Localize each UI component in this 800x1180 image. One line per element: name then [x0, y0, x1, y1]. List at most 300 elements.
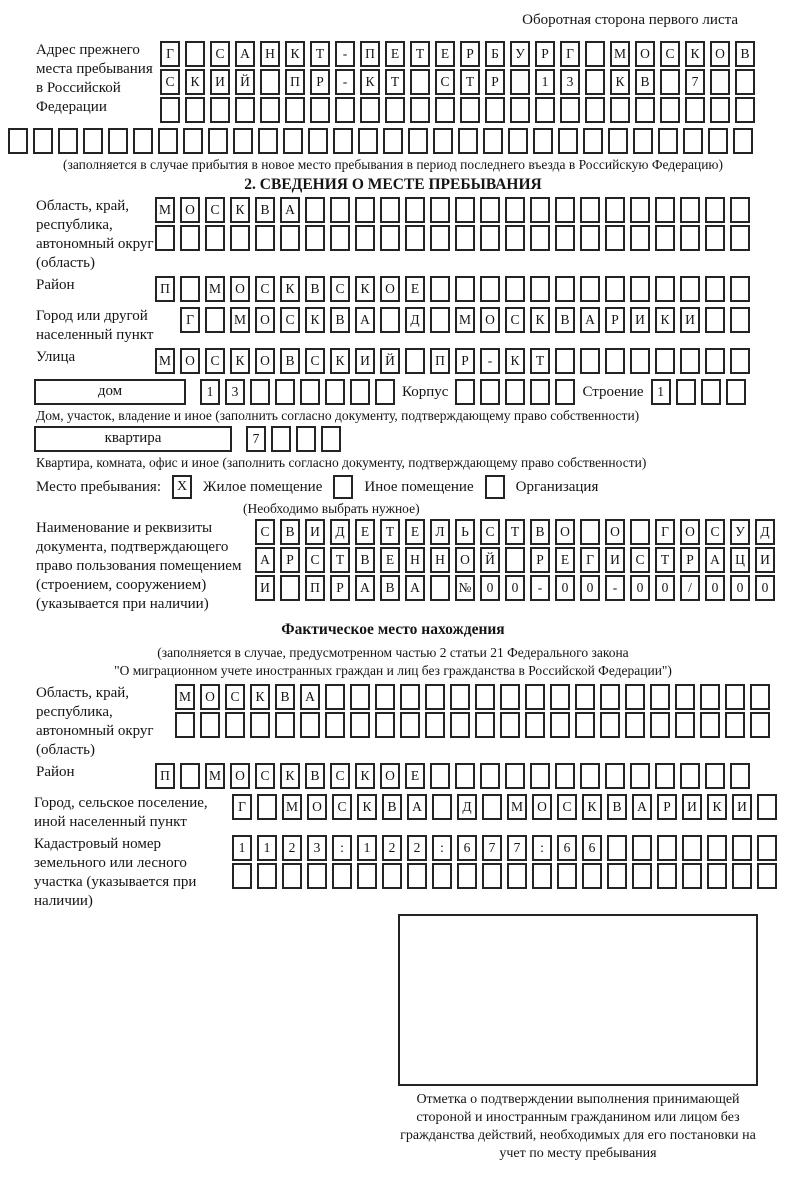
char-cell[interactable] [280, 575, 300, 601]
char-cell[interactable]: О [380, 276, 400, 302]
char-cell[interactable]: А [580, 307, 600, 333]
char-cell[interactable]: К [685, 41, 705, 67]
char-cell[interactable] [583, 128, 603, 154]
char-cell[interactable] [357, 863, 377, 889]
char-cell[interactable] [732, 863, 752, 889]
char-cell[interactable]: К [280, 276, 300, 302]
char-cell[interactable] [380, 225, 400, 251]
char-cell[interactable] [700, 712, 720, 738]
char-cell[interactable]: В [380, 575, 400, 601]
char-cell[interactable]: К [505, 348, 525, 374]
char-cell[interactable] [430, 575, 450, 601]
char-cell[interactable]: № [455, 575, 475, 601]
char-cell[interactable]: С [255, 276, 275, 302]
char-cell[interactable]: В [382, 794, 402, 820]
char-cell[interactable]: О [532, 794, 552, 820]
char-cell[interactable] [250, 712, 270, 738]
char-cell[interactable] [480, 225, 500, 251]
char-cell[interactable] [655, 276, 675, 302]
char-cell[interactable]: 7 [507, 835, 527, 861]
char-cell[interactable]: С [330, 763, 350, 789]
char-cell[interactable] [525, 712, 545, 738]
char-cell[interactable]: - [530, 575, 550, 601]
char-cell[interactable] [308, 128, 328, 154]
char-cell[interactable]: Р [535, 41, 555, 67]
char-cell[interactable]: К [285, 41, 305, 67]
char-cell[interactable]: К [330, 348, 350, 374]
char-cell[interactable] [280, 225, 300, 251]
char-cell[interactable] [180, 763, 200, 789]
char-cell[interactable]: Р [330, 575, 350, 601]
char-cell[interactable]: К [610, 69, 630, 95]
char-cell[interactable]: Р [605, 307, 625, 333]
char-cell[interactable] [510, 69, 530, 95]
char-cell[interactable] [283, 128, 303, 154]
char-cell[interactable]: П [305, 575, 325, 601]
char-cell[interactable] [700, 684, 720, 710]
char-cell[interactable] [450, 712, 470, 738]
char-cell[interactable] [530, 276, 550, 302]
char-cell[interactable] [710, 69, 730, 95]
char-cell[interactable]: О [180, 197, 200, 223]
char-cell[interactable]: К [305, 307, 325, 333]
char-cell[interactable] [633, 128, 653, 154]
char-cell[interactable] [407, 863, 427, 889]
stay-checkbox-other[interactable] [333, 475, 353, 499]
char-cell[interactable]: С [630, 547, 650, 573]
char-cell[interactable]: Е [555, 547, 575, 573]
char-cell[interactable] [707, 863, 727, 889]
char-cell[interactable]: О [200, 684, 220, 710]
char-cell[interactable] [550, 712, 570, 738]
char-cell[interactable]: С [305, 348, 325, 374]
char-cell[interactable] [233, 128, 253, 154]
char-cell[interactable] [410, 69, 430, 95]
char-cell[interactable] [58, 128, 78, 154]
char-cell[interactable]: В [735, 41, 755, 67]
char-cell[interactable] [735, 97, 755, 123]
char-cell[interactable] [625, 684, 645, 710]
char-cell[interactable] [505, 276, 525, 302]
char-cell[interactable]: К [355, 276, 375, 302]
char-cell[interactable]: Т [460, 69, 480, 95]
char-cell[interactable] [555, 276, 575, 302]
char-cell[interactable]: К [655, 307, 675, 333]
char-cell[interactable]: 3 [225, 379, 245, 405]
char-cell[interactable] [400, 684, 420, 710]
char-cell[interactable] [382, 863, 402, 889]
char-cell[interactable] [480, 379, 500, 405]
char-cell[interactable] [730, 225, 750, 251]
char-cell[interactable]: А [355, 575, 375, 601]
char-cell[interactable]: И [680, 307, 700, 333]
char-cell[interactable]: М [610, 41, 630, 67]
char-cell[interactable] [725, 712, 745, 738]
char-cell[interactable] [733, 128, 753, 154]
char-cell[interactable] [483, 128, 503, 154]
char-cell[interactable]: С [480, 519, 500, 545]
char-cell[interactable] [735, 69, 755, 95]
char-cell[interactable]: Л [430, 519, 450, 545]
char-cell[interactable] [632, 863, 652, 889]
char-cell[interactable]: И [755, 547, 775, 573]
char-cell[interactable]: И [732, 794, 752, 820]
char-cell[interactable] [505, 763, 525, 789]
stay-checkbox-organization[interactable] [485, 475, 505, 499]
char-cell[interactable]: К [185, 69, 205, 95]
char-cell[interactable] [158, 128, 178, 154]
char-cell[interactable]: 0 [730, 575, 750, 601]
char-cell[interactable]: 0 [655, 575, 675, 601]
char-cell[interactable] [530, 225, 550, 251]
char-cell[interactable] [575, 712, 595, 738]
char-cell[interactable] [433, 128, 453, 154]
char-cell[interactable] [285, 97, 305, 123]
char-cell[interactable]: В [330, 307, 350, 333]
char-cell[interactable] [660, 69, 680, 95]
char-cell[interactable]: Г [232, 794, 252, 820]
char-cell[interactable]: А [705, 547, 725, 573]
char-cell[interactable]: У [510, 41, 530, 67]
char-cell[interactable]: - [335, 69, 355, 95]
char-cell[interactable] [300, 712, 320, 738]
char-cell[interactable]: О [255, 348, 275, 374]
char-cell[interactable] [580, 348, 600, 374]
char-cell[interactable] [300, 379, 320, 405]
char-cell[interactable]: 7 [246, 426, 266, 452]
char-cell[interactable] [33, 128, 53, 154]
char-cell[interactable]: О [480, 307, 500, 333]
char-cell[interactable] [730, 763, 750, 789]
char-cell[interactable]: 1 [200, 379, 220, 405]
char-cell[interactable]: Е [385, 41, 405, 67]
char-cell[interactable] [305, 197, 325, 223]
char-cell[interactable]: Р [460, 41, 480, 67]
char-cell[interactable]: О [380, 763, 400, 789]
char-cell[interactable]: Г [580, 547, 600, 573]
char-cell[interactable] [655, 763, 675, 789]
char-cell[interactable]: Р [657, 794, 677, 820]
char-cell[interactable] [530, 379, 550, 405]
char-cell[interactable]: А [407, 794, 427, 820]
char-cell[interactable] [260, 97, 280, 123]
char-cell[interactable] [205, 307, 225, 333]
char-cell[interactable] [605, 197, 625, 223]
char-cell[interactable] [230, 225, 250, 251]
char-cell[interactable] [680, 276, 700, 302]
char-cell[interactable] [8, 128, 28, 154]
char-cell[interactable] [635, 97, 655, 123]
char-cell[interactable] [180, 225, 200, 251]
char-cell[interactable]: : [432, 835, 452, 861]
char-cell[interactable]: В [607, 794, 627, 820]
char-cell[interactable] [682, 863, 702, 889]
char-cell[interactable] [575, 684, 595, 710]
char-cell[interactable]: У [730, 519, 750, 545]
char-cell[interactable]: П [155, 763, 175, 789]
char-cell[interactable] [750, 712, 770, 738]
char-cell[interactable] [450, 684, 470, 710]
char-cell[interactable] [585, 69, 605, 95]
char-cell[interactable] [650, 684, 670, 710]
char-cell[interactable] [607, 863, 627, 889]
char-cell[interactable]: / [680, 575, 700, 601]
char-cell[interactable]: К [360, 69, 380, 95]
char-cell[interactable]: С [225, 684, 245, 710]
char-cell[interactable] [455, 197, 475, 223]
char-cell[interactable] [505, 225, 525, 251]
char-cell[interactable]: О [230, 276, 250, 302]
char-cell[interactable] [558, 128, 578, 154]
char-cell[interactable]: М [175, 684, 195, 710]
char-cell[interactable]: А [235, 41, 255, 67]
char-cell[interactable] [250, 379, 270, 405]
char-cell[interactable]: 0 [555, 575, 575, 601]
char-cell[interactable] [605, 276, 625, 302]
char-cell[interactable] [705, 276, 725, 302]
char-cell[interactable]: 0 [630, 575, 650, 601]
char-cell[interactable]: К [230, 197, 250, 223]
char-cell[interactable]: М [230, 307, 250, 333]
char-cell[interactable]: А [280, 197, 300, 223]
char-cell[interactable]: А [632, 794, 652, 820]
char-cell[interactable] [580, 519, 600, 545]
char-cell[interactable]: П [360, 41, 380, 67]
char-cell[interactable] [550, 684, 570, 710]
char-cell[interactable]: Д [405, 307, 425, 333]
char-cell[interactable]: С [332, 794, 352, 820]
char-cell[interactable]: М [205, 763, 225, 789]
char-cell[interactable] [175, 712, 195, 738]
char-cell[interactable] [582, 863, 602, 889]
char-cell[interactable] [705, 307, 725, 333]
char-cell[interactable] [560, 97, 580, 123]
char-cell[interactable] [410, 97, 430, 123]
char-cell[interactable]: С [160, 69, 180, 95]
char-cell[interactable] [676, 379, 696, 405]
char-cell[interactable] [705, 348, 725, 374]
char-cell[interactable] [730, 348, 750, 374]
char-cell[interactable] [680, 348, 700, 374]
char-cell[interactable]: П [285, 69, 305, 95]
char-cell[interactable] [455, 379, 475, 405]
char-cell[interactable]: Т [655, 547, 675, 573]
char-cell[interactable]: О [230, 763, 250, 789]
char-cell[interactable] [185, 97, 205, 123]
char-cell[interactable] [610, 97, 630, 123]
char-cell[interactable] [705, 763, 725, 789]
char-cell[interactable]: К [230, 348, 250, 374]
char-cell[interactable] [355, 197, 375, 223]
char-cell[interactable]: И [210, 69, 230, 95]
char-cell[interactable] [480, 276, 500, 302]
char-cell[interactable] [580, 763, 600, 789]
char-cell[interactable] [605, 225, 625, 251]
char-cell[interactable] [607, 835, 627, 861]
char-cell[interactable]: С [705, 519, 725, 545]
char-cell[interactable] [705, 225, 725, 251]
char-cell[interactable] [375, 379, 395, 405]
char-cell[interactable] [457, 863, 477, 889]
char-cell[interactable]: 7 [685, 69, 705, 95]
char-cell[interactable] [535, 97, 555, 123]
char-cell[interactable] [655, 197, 675, 223]
char-cell[interactable] [133, 128, 153, 154]
char-cell[interactable]: Е [405, 519, 425, 545]
char-cell[interactable] [701, 379, 721, 405]
char-cell[interactable] [455, 763, 475, 789]
char-cell[interactable]: К [530, 307, 550, 333]
char-cell[interactable]: О [455, 547, 475, 573]
char-cell[interactable]: Й [380, 348, 400, 374]
char-cell[interactable] [383, 128, 403, 154]
char-cell[interactable]: Е [355, 519, 375, 545]
char-cell[interactable]: 7 [482, 835, 502, 861]
char-cell[interactable] [480, 197, 500, 223]
char-cell[interactable]: С [660, 41, 680, 67]
char-cell[interactable] [305, 225, 325, 251]
char-cell[interactable] [455, 225, 475, 251]
char-cell[interactable] [430, 225, 450, 251]
char-cell[interactable] [605, 348, 625, 374]
char-cell[interactable] [625, 712, 645, 738]
char-cell[interactable]: П [430, 348, 450, 374]
char-cell[interactable]: 2 [407, 835, 427, 861]
char-cell[interactable]: И [255, 575, 275, 601]
char-cell[interactable]: Р [485, 69, 505, 95]
char-cell[interactable]: 1 [651, 379, 671, 405]
char-cell[interactable]: А [300, 684, 320, 710]
char-cell[interactable]: 2 [282, 835, 302, 861]
char-cell[interactable] [480, 763, 500, 789]
char-cell[interactable]: Е [380, 547, 400, 573]
char-cell[interactable]: 0 [505, 575, 525, 601]
char-cell[interactable]: К [355, 763, 375, 789]
char-cell[interactable] [585, 41, 605, 67]
char-cell[interactable]: Г [560, 41, 580, 67]
char-cell[interactable] [505, 197, 525, 223]
char-cell[interactable]: Р [530, 547, 550, 573]
char-cell[interactable]: Р [455, 348, 475, 374]
char-cell[interactable] [296, 426, 316, 452]
char-cell[interactable] [275, 379, 295, 405]
char-cell[interactable] [330, 225, 350, 251]
char-cell[interactable] [608, 128, 628, 154]
char-cell[interactable] [375, 712, 395, 738]
char-cell[interactable] [555, 763, 575, 789]
char-cell[interactable]: А [405, 575, 425, 601]
char-cell[interactable] [630, 763, 650, 789]
char-cell[interactable] [282, 863, 302, 889]
char-cell[interactable]: Т [505, 519, 525, 545]
char-cell[interactable] [632, 835, 652, 861]
char-cell[interactable] [585, 97, 605, 123]
char-cell[interactable]: К [280, 763, 300, 789]
char-cell[interactable]: И [682, 794, 702, 820]
char-cell[interactable]: Й [235, 69, 255, 95]
char-cell[interactable] [108, 128, 128, 154]
char-cell[interactable]: В [275, 684, 295, 710]
char-cell[interactable] [707, 835, 727, 861]
char-cell[interactable]: С [255, 763, 275, 789]
char-cell[interactable] [380, 307, 400, 333]
char-cell[interactable]: О [710, 41, 730, 67]
char-cell[interactable] [325, 712, 345, 738]
char-cell[interactable] [430, 307, 450, 333]
char-cell[interactable]: 1 [232, 835, 252, 861]
char-cell[interactable] [482, 794, 502, 820]
char-cell[interactable]: К [250, 684, 270, 710]
char-cell[interactable]: 0 [755, 575, 775, 601]
char-cell[interactable]: О [555, 519, 575, 545]
char-cell[interactable] [405, 225, 425, 251]
char-cell[interactable]: Т [310, 41, 330, 67]
char-cell[interactable] [355, 225, 375, 251]
char-cell[interactable]: Б [485, 41, 505, 67]
char-cell[interactable]: Д [457, 794, 477, 820]
char-cell[interactable] [710, 97, 730, 123]
char-cell[interactable] [460, 97, 480, 123]
char-cell[interactable]: 1 [535, 69, 555, 95]
char-cell[interactable]: Ь [455, 519, 475, 545]
char-cell[interactable] [732, 835, 752, 861]
char-cell[interactable] [657, 835, 677, 861]
char-cell[interactable]: С [255, 519, 275, 545]
char-cell[interactable]: М [155, 197, 175, 223]
char-cell[interactable]: Т [380, 519, 400, 545]
char-cell[interactable] [350, 712, 370, 738]
char-cell[interactable]: Р [280, 547, 300, 573]
char-cell[interactable] [685, 97, 705, 123]
char-cell[interactable] [683, 128, 703, 154]
char-cell[interactable] [430, 276, 450, 302]
char-cell[interactable] [310, 97, 330, 123]
char-cell[interactable]: М [205, 276, 225, 302]
char-cell[interactable] [675, 684, 695, 710]
char-cell[interactable] [725, 684, 745, 710]
char-cell[interactable]: В [305, 763, 325, 789]
char-cell[interactable] [380, 197, 400, 223]
char-cell[interactable] [475, 712, 495, 738]
char-cell[interactable] [530, 763, 550, 789]
char-cell[interactable] [482, 863, 502, 889]
char-cell[interactable] [708, 128, 728, 154]
char-cell[interactable]: 3 [307, 835, 327, 861]
char-cell[interactable] [726, 379, 746, 405]
char-cell[interactable] [330, 197, 350, 223]
char-cell[interactable] [580, 225, 600, 251]
char-cell[interactable] [580, 276, 600, 302]
char-cell[interactable] [630, 197, 650, 223]
char-cell[interactable] [325, 684, 345, 710]
char-cell[interactable]: И [630, 307, 650, 333]
char-cell[interactable]: О [255, 307, 275, 333]
char-cell[interactable]: 0 [580, 575, 600, 601]
char-cell[interactable] [505, 379, 525, 405]
char-cell[interactable] [307, 863, 327, 889]
char-cell[interactable] [155, 225, 175, 251]
char-cell[interactable] [360, 97, 380, 123]
char-cell[interactable]: - [335, 41, 355, 67]
char-cell[interactable] [425, 712, 445, 738]
char-cell[interactable] [350, 684, 370, 710]
char-cell[interactable] [350, 379, 370, 405]
char-cell[interactable]: 1 [257, 835, 277, 861]
char-cell[interactable] [630, 348, 650, 374]
char-cell[interactable] [750, 684, 770, 710]
char-cell[interactable] [655, 348, 675, 374]
char-cell[interactable] [83, 128, 103, 154]
